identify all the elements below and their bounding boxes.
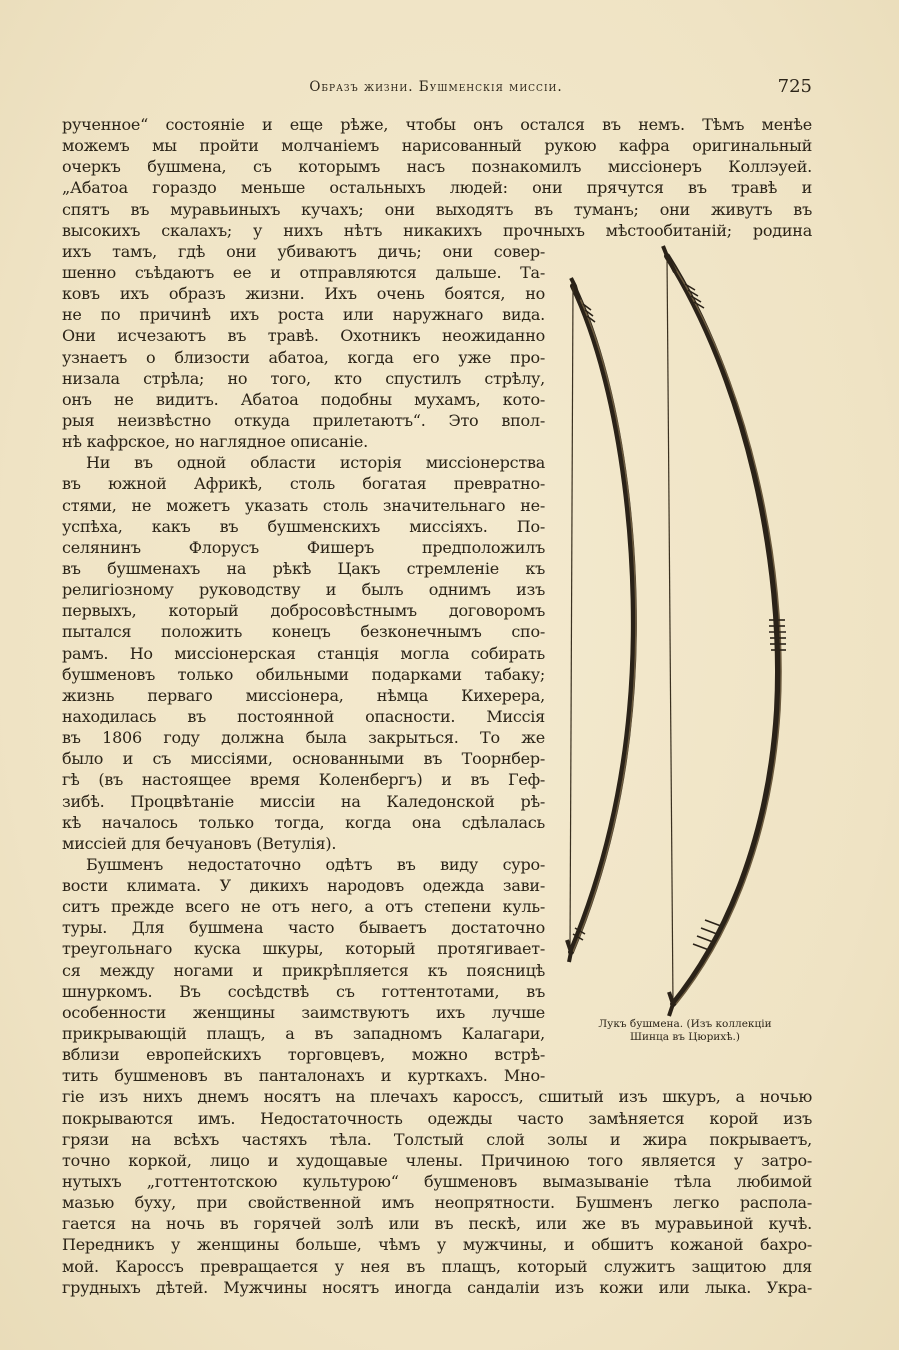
text-line: туры. Для бушмена часто бываетъ достаточно [62, 918, 545, 938]
text-line: нѣ кафрское, но наглядное описаніе. [62, 432, 368, 452]
text-line: вости климата. У дикихъ народовъ одежда зави- [62, 876, 545, 896]
text-line: грязи на всѣхъ частяхъ тѣла. Толстый слой золы и жира покрываетъ, [62, 1129, 812, 1149]
running-title: Образъ жизни. Бушменскія миссіи. [309, 79, 563, 95]
text-line: въ 1806 году должна была закрыться. То же [62, 728, 545, 748]
text-line: рамъ. Но миссіонерская станція могла собирать [62, 643, 545, 663]
text-line: рученное“ состояніе и еще рѣже, чтобы онъ остался въ немъ. Тѣмъ менѣе [62, 115, 812, 134]
text-line: успѣха, какъ въ бушменскихъ миссіяхъ. По- [62, 516, 545, 536]
text-line: тить бушменовъ въ панталонахъ и курткахъ. Мно- [62, 1066, 545, 1086]
text-line: низала стрѣла; но того, кто спустилъ стрѣлу, [62, 368, 545, 388]
text-line: первыхъ, который добросовѣстнымъ договоромъ [62, 601, 545, 621]
text-line: ся между ногами и прикрѣпляется къ поясницѣ [62, 960, 545, 980]
text-line: въ южной Африкѣ, столь богатая превратно- [62, 474, 545, 494]
text-line: находилась въ постоянной опасности. Миссія [62, 706, 545, 726]
text-line: жизнь перваго миссіонера, нѣмца Кихерера, [62, 685, 545, 705]
text-line: Бушменъ недостаточно одѣтъ въ виду суро- [86, 854, 545, 874]
text-line: гѣ (въ настоящее время Коленбергъ) и въ Геф- [62, 770, 545, 790]
text-line: ситъ прежде всего не отъ него, а отъ степени куль- [62, 897, 545, 917]
text-line: спятъ въ муравьиныхъ кучахъ; они выходятъ въ туманъ; они живутъ въ [62, 199, 812, 219]
text-line: Они исчезаютъ въ травѣ. Охотникъ неожиданно [62, 326, 545, 346]
text-line: ковъ ихъ образъ жизни. Ихъ очень боятся, но [62, 284, 545, 304]
text-line: бушменовъ только обильными подарками табаку; [62, 664, 545, 684]
page-number: 725 [777, 76, 812, 97]
text-line: онъ не видитъ. Абатоа подобны мухамъ, кото- [62, 389, 545, 409]
text-line: покрываются имъ. Недостаточность одежды часто замѣняется корой изъ [62, 1108, 812, 1128]
text-line: очеркъ бушмена, съ которымъ насъ познакомилъ миссіонеръ Коллэуей. [62, 157, 812, 177]
text-line: рыя неизвѣстно откуда прилетаютъ“. Это впол- [62, 410, 545, 430]
text-line: селянинъ Флорусъ Фишеръ предположилъ [62, 537, 545, 557]
text-line: зибѣ. Процвѣтаніе миссіи на Каледонской рѣ- [62, 791, 545, 811]
text-line: гается на ночь въ горячей золѣ или въ пескѣ, или же въ муравьиной кучѣ. [62, 1214, 812, 1234]
text-line: ихъ тамъ, гдѣ они убиваютъ дичь; они совер- [62, 241, 545, 261]
figure-caption [565, 1018, 805, 1044]
right-bow [663, 246, 786, 1016]
text-line: „Абатоа гораздо меньше остальныхъ людей: они прячутся въ травѣ и [62, 178, 812, 198]
text-line: шенно съѣдаютъ ее и отправляются дальше. Та- [62, 262, 545, 282]
text-line: стями, не можетъ указать столь значительнаго не- [62, 495, 545, 515]
bow-illustration [545, 240, 815, 1060]
text-line: миссіей для бечуановъ (Ветулія). [62, 833, 337, 853]
text-line: кѣ началось только тогда, когда она сдѣлалась [62, 812, 545, 832]
text-line: можемъ мы пройти молчаніемъ нарисованный рукою кафра оригинальный [62, 136, 812, 156]
text-line: узнаетъ о близости абатоа, когда его уже про- [62, 347, 545, 367]
text-line: вблизи европейскихъ торговцевъ, можно встрѣ- [62, 1045, 545, 1065]
text-line: шнуркомъ. Въ сосѣдствѣ съ готтентотами, въ [62, 981, 545, 1001]
text-line: точно коркой, лицо и худощавые члены. Причиною того является у затро- [62, 1150, 812, 1170]
text-line: особенности женщины заимствуютъ ихъ лучше [62, 1002, 545, 1022]
text-line: нутыхъ „готтентотскою культурою“ бушменовъ вымазываніе тѣла любимой [62, 1172, 812, 1192]
text-line: не по причинѣ ихъ роста или наружнаго вида. [62, 305, 545, 325]
text-line: пытался положить конецъ безконечнымъ спо- [62, 622, 545, 642]
text-line: грудныхъ дѣтей. Мужчины носятъ иногда сандаліи изъ кожи или лыка. Укра- [62, 1277, 812, 1297]
caption-line: Шинца въ Цюрихѣ.) [630, 1031, 740, 1043]
text-line: мой. Кароссъ превращается у нея въ плащъ, который служитъ защитою для [62, 1256, 812, 1276]
text-line: треугольнаго куска шкуры, который протягивает- [62, 939, 545, 959]
text-line: гіе изъ нихъ днемъ носятъ на плечахъ кароссъ, сшитый изъ шкуръ, а ночью [62, 1087, 812, 1107]
caption-line: Лукъ бушмена. (Изъ коллекціи [598, 1018, 772, 1030]
text-line: религіозному руководству и былъ однимъ изъ [62, 580, 545, 600]
running-head [60, 76, 812, 100]
text-line: было и съ миссіями, основанными въ Тоорнбер- [62, 749, 545, 769]
text-line: Ни въ одной области исторія миссіонерства [86, 453, 545, 473]
left-bow [567, 278, 636, 962]
text-line: мазью буху, при свойственной имъ неопрятности. Бушменъ легко распола- [62, 1193, 812, 1213]
text-line: прикрывающій плащъ, а въ западномъ Калагари, [62, 1024, 545, 1044]
text-line: высокихъ скалахъ; у нихъ нѣтъ никакихъ прочныхъ мѣстообитаній; родина [62, 220, 812, 240]
bushman-bow-drawing [545, 240, 815, 1020]
text-line: Передникъ у женщины больше, чѣмъ у мужчины, и обшитъ кожаной бахро- [62, 1235, 812, 1255]
text-line: въ бушменахъ на рѣкѣ Цакъ стремленіе къ [62, 558, 545, 578]
